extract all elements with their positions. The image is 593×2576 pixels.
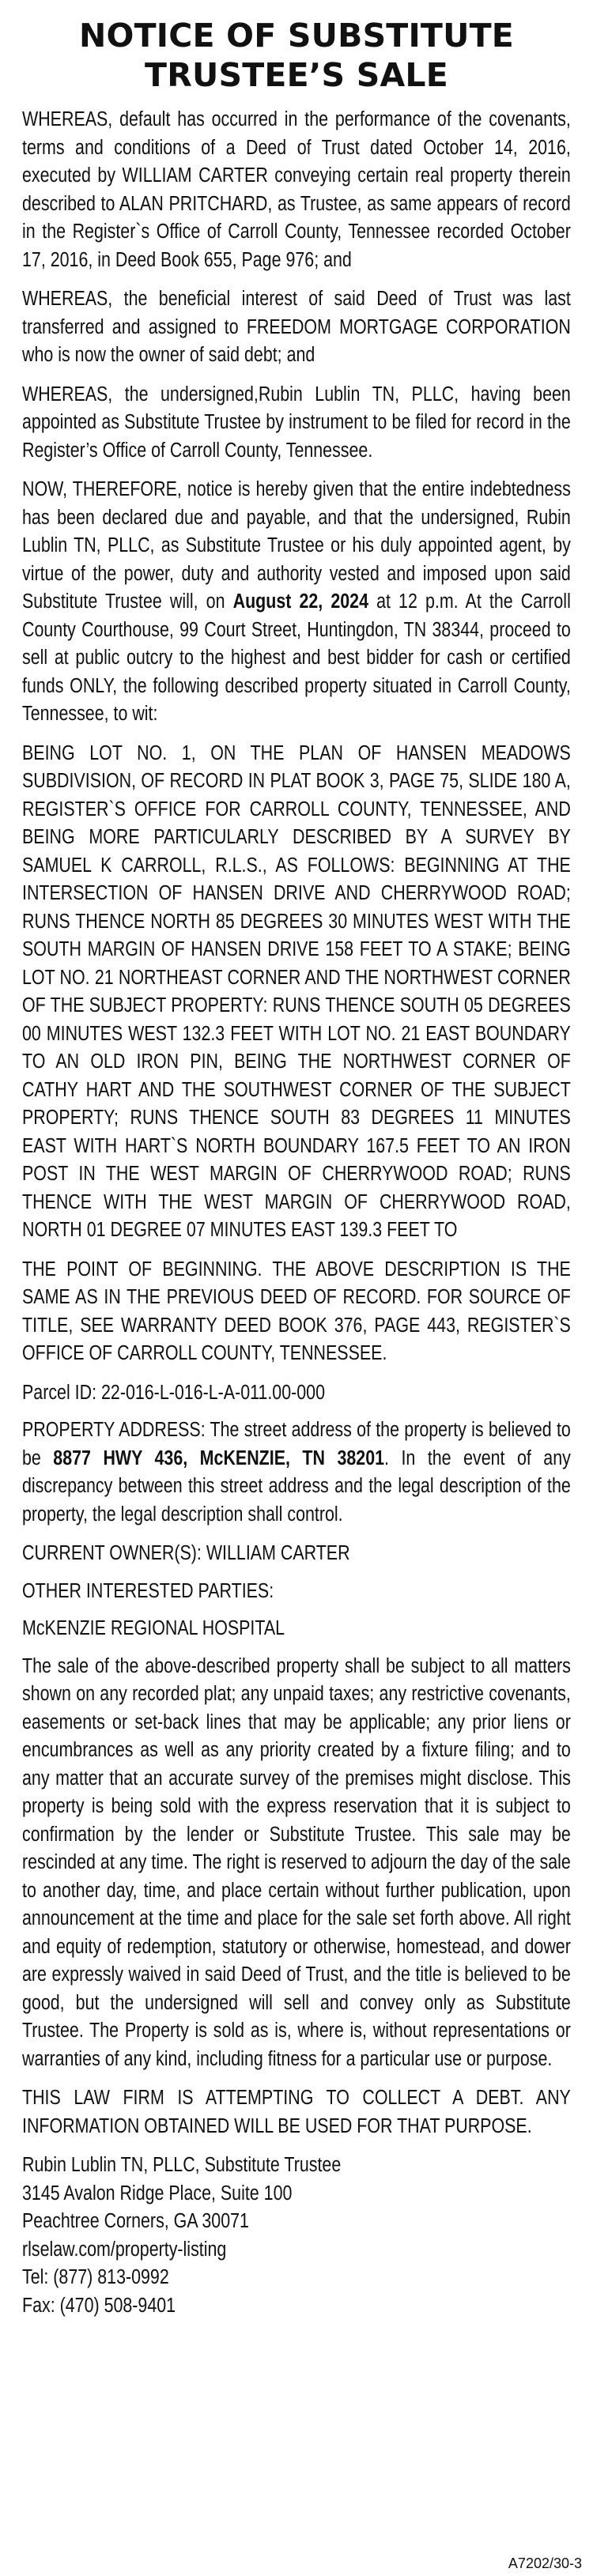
interested-parties-heading: OTHER INTERESTED PARTIES: <box>22 1579 274 1602</box>
firm-website: rlselaw.com/property-listing <box>22 2238 227 2261</box>
trustee-firm: Rubin Lublin TN, PLLC, Substitute Trustee <box>22 2154 342 2176</box>
legal-description-paragraph: BEING LOT NO. 1, ON THE PLAN OF HANSEN MEADOWS SUBDIVISION, OF RECORD IN PLAT BOOK 3, PAGE 75, SLIDE 180 A, REGISTER`S OFFICE FOR CARROLL COUNTY, TENNESSEE, AND BEING MORE PARTICULARLY DESCRIBED BY A SURVEY BY SAMUEL K CARROLL, R.L.S., AS FOLLOWS: BEGINNING AT THE INTERSECTION OF HANSEN DRIVE AND CHERRYWOOD ROAD; RUNS THENCE NORTH 85 DEGREES 30 MINUTES WEST WITH THE SOUTH MARGIN OF HANSEN DRIVE 158 FEET TO A STAKE; BEING LOT NO. 21 NORTHEAST CORNER AND THE NORTHWEST CORNER OF THE SUBJECT PROPERTY: RUNS THENCE SOUTH 05 DEGREES 00 MINUTES WEST 132.3 FEET WITH LOT NO. 21 EAST BOUNDARY TO AN OLD IRON PIN, BEING THE NORTHWEST CORNER OF CATHY HART AND THE SOUTHWEST CORNER OF THE SUBJECT PROPERTY; RUNS THENCE SOUTH 83 DEGREES 11 MINUTES EAST WITH HART`S NORTH BOUNDARY 167.5 FEET TO AN IRON POST IN THE WEST MARGIN OF CHERRYWOOD ROAD; RUNS THENCE WITH THE WEST MARGIN OF CHERRYWOOD ROAD, NORTH 01 DEGREE 07 MINUTES EAST 139.3 FEET TO <box>22 741 571 1241</box>
current-owners: CURRENT OWNER(S): WILLIAM CARTER <box>22 1542 350 1564</box>
title-line-1: NOTICE OF SUBSTITUTE <box>79 17 514 55</box>
legal-notice <box>22 16 571 2320</box>
property-address-paragraph <box>22 1416 571 1529</box>
point-of-beginning-paragraph: THE POINT OF BEGINNING. THE ABOVE DESCRIPTION IS THE SAME AS IN THE PREVIOUS DEED OF RECORD. FOR SOURCE OF TITLE, SEE WARRANTY DEED BOOK 376, PAGE 443, REGISTER`S OFFICE OF CARROLL COUNTY, TENNESSEE. <box>22 1258 571 1364</box>
notice-title <box>22 16 571 95</box>
notice-body <box>22 106 571 2320</box>
appointment-paragraph: WHEREAS, the undersigned,Rubin Lublin TN, PLLC, having been appointed as Substitute Trustee by instrument to be filed for record in the Register’s Office of Carroll County, Tennessee. <box>22 383 571 462</box>
property-address-text-a: PROPERTY ADDRESS: The street address of the property is believed to be <box>22 1419 571 1469</box>
property-address: 8877 HWY 436, McKENZIE, TN 38201 <box>53 1446 385 1469</box>
assignment-paragraph: WHEREAS, the beneficial interest of said Deed of Trust was last transferred and assigned to FREEDOM MORTGAGE CORPORATION who is now the owner of said debt; and <box>22 288 571 366</box>
ad-code: A7202/30-3 <box>508 2555 582 2571</box>
firm-telephone: Tel: (877) 813-0992 <box>22 2266 169 2288</box>
interested-party: McKENZIE REGIONAL HOSPITAL <box>22 1617 285 1639</box>
sale-notice-paragraph <box>22 476 571 729</box>
firm-fax: Fax: (470) 508-9401 <box>22 2294 176 2317</box>
default-paragraph: WHEREAS, default has occurred in the performance of the covenants, terms and conditions of a Deed of Trust dated October 14, 2016, executed by WILLIAM CARTER conveying certain real property therein described to ALAN PRITCHARD, as Trustee, as same appears of record in the Register`s Office of Carroll County, Tennessee recorded October 17, 2016, in Deed Book 655, Page 976; and <box>22 108 571 271</box>
firm-street: 3145 Avalon Ridge Place, Suite 100 <box>22 2182 293 2204</box>
sale-date: August 22, 2024 <box>232 590 368 613</box>
debt-collection-disclaimer: THIS LAW FIRM IS ATTEMPTING TO COLLECT A DEBT. ANY INFORMATION OBTAINED WILL BE USED FOR THAT PURPOSE. <box>22 2087 571 2137</box>
sale-conditions-paragraph: The sale of the above-described property shall be subject to all matters shown on any recorded plat; any unpaid taxes; any restrictive covenants, easements or set-back lines that may be applicable; any prior liens or encumbrances as well as any priority created by a fixture filing; and to any matter that an accurate survey of the premises might disclose. This property is being sold with the express reservation that it is subject to confirmation by the lender or Substitute Trustee. This sale may be rescinded at any time. The right is reserved to adjourn the day of the sale to another day, time, and place certain without further publication, upon announcement at the time and place for the sale set forth above. All right and equity of redemption, statutory or otherwise, homestead, and dower are expressly waived in said Deed of Trust, and the title is believed to be good, but the undersigned will sell and convey only as Substitute Trustee. The Property is sold as is, where is, without representations or warranties of any kind, including fitness for a particular use or purpose. <box>22 1654 571 2070</box>
firm-city: Peachtree Corners, GA 30071 <box>22 2210 249 2232</box>
property-address-text-b: . In the event of any discrepancy between this street address and the legal description of the property, the legal description shall control. <box>22 1446 571 1526</box>
title-line-2: TRUSTEE’S SALE <box>145 56 448 94</box>
sale-notice-text-b: at 12 p.m. At the Carroll County Courthouse, 99 Court Street, Huntingdon, TN 38344, proceed to sell at public outcry to the highest and best bidder for cash or certified funds ONLY, the following described property situated in Carroll County, Tennessee, to wit: <box>22 590 571 725</box>
signature-block <box>22 2152 571 2320</box>
parcel-id: Parcel ID: 22-016-L-016-L-A-011.00-000 <box>22 1381 326 1404</box>
sale-notice-text-a: NOW, THEREFORE, notice is hereby given that the entire indebtedness has been declared due and payable, and that the undersigned, Rubin Lublin TN, PLLC, as Substitute Trustee or his duly appointed agent, by virtue of the power, duty and authority vested and imposed upon said Substitute Trustee will, on <box>22 478 571 613</box>
